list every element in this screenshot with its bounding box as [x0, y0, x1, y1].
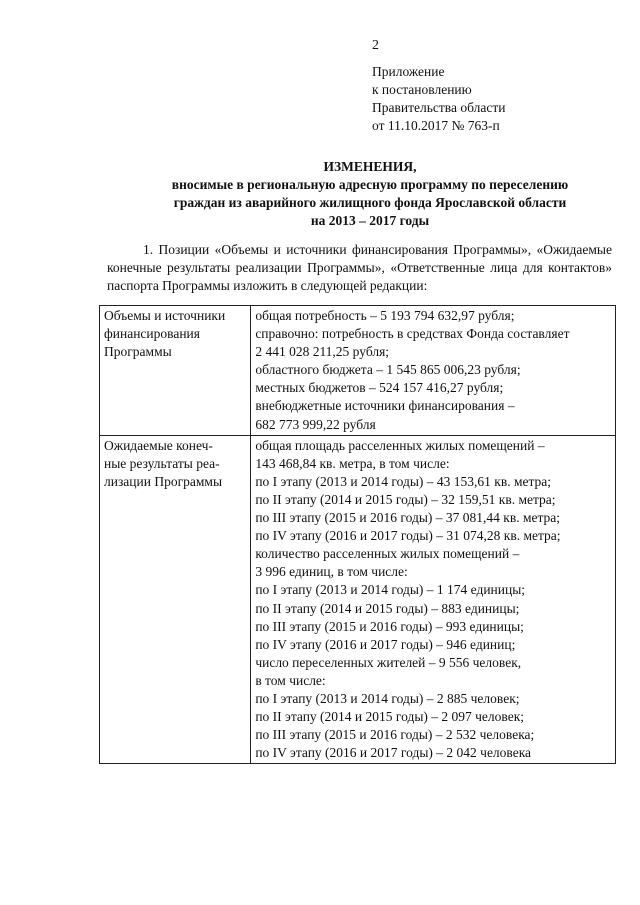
- appendix-line: Правительства области: [372, 100, 506, 115]
- title-line: вносимые в региональную адресную программу по переселению: [171, 177, 569, 192]
- row-label-line: финансирования: [104, 326, 200, 342]
- row-value-line: по III этапу (2015 и 2016 годы) – 993 единицы;: [255, 618, 524, 634]
- intro-paragraph: [107, 241, 612, 295]
- row-value-line: по III этапу (2015 и 2016 годы) – 37 081,44 кв. метра;: [255, 510, 561, 526]
- row-label-line: ные результаты реа-: [104, 455, 220, 471]
- row-value-line: общая потребность – 5 193 794 632,97 рубля;: [255, 308, 515, 323]
- page-number: 2: [372, 38, 379, 53]
- row-value-line: областного бюджета – 1 545 865 006,23 рубля;: [255, 362, 521, 378]
- table-row: [100, 435, 616, 764]
- intro-text: 1. Позиции «Объемы и источники финансирования Программы», «Ожидаемые конечные результаты реализации Программы», «Ответственные лица для контактов» паспорта Программы изложить в следующей редакции:: [107, 242, 612, 293]
- row-label-line: Ожидаемые конеч-: [104, 437, 213, 453]
- row-value-line: число переселенных жителей – 9 556 человек,: [255, 654, 522, 670]
- row-value-line: по I этапу (2013 и 2014 годы) – 43 153,61 кв. метра;: [255, 473, 552, 489]
- row-value-line: 2 441 028 211,25 рубля;: [255, 344, 390, 360]
- row-label-line: лизации Программы: [104, 473, 223, 489]
- row-value-line: внебюджетные источники финансирования –: [255, 398, 515, 414]
- title-line: на 2013 – 2017 годы: [310, 213, 430, 228]
- row-value-line: по III этапу (2015 и 2016 годы) – 2 532 человека;: [255, 727, 535, 743]
- row-value-line: 682 773 999,22 рубля: [255, 416, 376, 432]
- row-label-line: Объемы и источники: [104, 308, 226, 323]
- row-value-cell: [251, 306, 616, 436]
- passport-table: [99, 305, 616, 764]
- row-value-line: местных бюджетов – 524 157 416,27 рубля;: [255, 380, 504, 396]
- row-value-line: по IV этапу (2016 и 2017 годы) – 2 042 человека: [255, 745, 532, 761]
- appendix-line: Приложение: [372, 64, 445, 79]
- row-value-line: по I этапу (2013 и 2014 годы) – 1 174 единицы;: [255, 582, 526, 598]
- row-value-line: по IV этапу (2016 и 2017 годы) – 31 074,28 кв. метра;: [255, 528, 561, 544]
- row-value-line: 3 996 единиц, в том числе:: [255, 564, 408, 580]
- row-label-cell: [100, 435, 251, 764]
- table-row: [100, 306, 616, 436]
- appendix-line: от 11.10.2017 № 763-п: [372, 118, 500, 133]
- title-line: граждан из аварийного жилищного фонда Ярославской области: [173, 195, 567, 210]
- row-value-line: по II этапу (2014 и 2015 годы) – 2 097 человек;: [255, 709, 525, 725]
- row-label-line: Программы: [104, 344, 172, 360]
- row-value-line: количество расселенных жилых помещений –: [255, 546, 520, 562]
- row-label-cell: [100, 306, 251, 436]
- row-value-cell: [251, 435, 616, 764]
- row-value-line: по IV этапу (2016 и 2017 годы) – 946 единиц;: [255, 636, 516, 652]
- title-line: ИЗМЕНЕНИЯ,: [323, 159, 417, 174]
- row-value-line: по I этапу (2013 и 2014 годы) – 2 885 человек;: [255, 690, 520, 706]
- appendix-line: к постановлению: [372, 82, 472, 97]
- appendix-header: [372, 63, 505, 135]
- row-value-line: общая площадь расселенных жилых помещений –: [255, 437, 545, 453]
- row-value-line: 143 468,84 кв. метра, в том числе:: [255, 455, 450, 471]
- document-title: [90, 158, 640, 230]
- row-value-line: в том числе:: [255, 672, 326, 688]
- row-value-line: справочно: потребность в средствах Фонда составляет: [255, 326, 570, 342]
- row-value-line: по II этапу (2014 и 2015 годы) – 883 единицы;: [255, 600, 520, 616]
- row-value-line: по II этапу (2014 и 2015 годы) – 32 159,51 кв. метра;: [255, 491, 556, 507]
